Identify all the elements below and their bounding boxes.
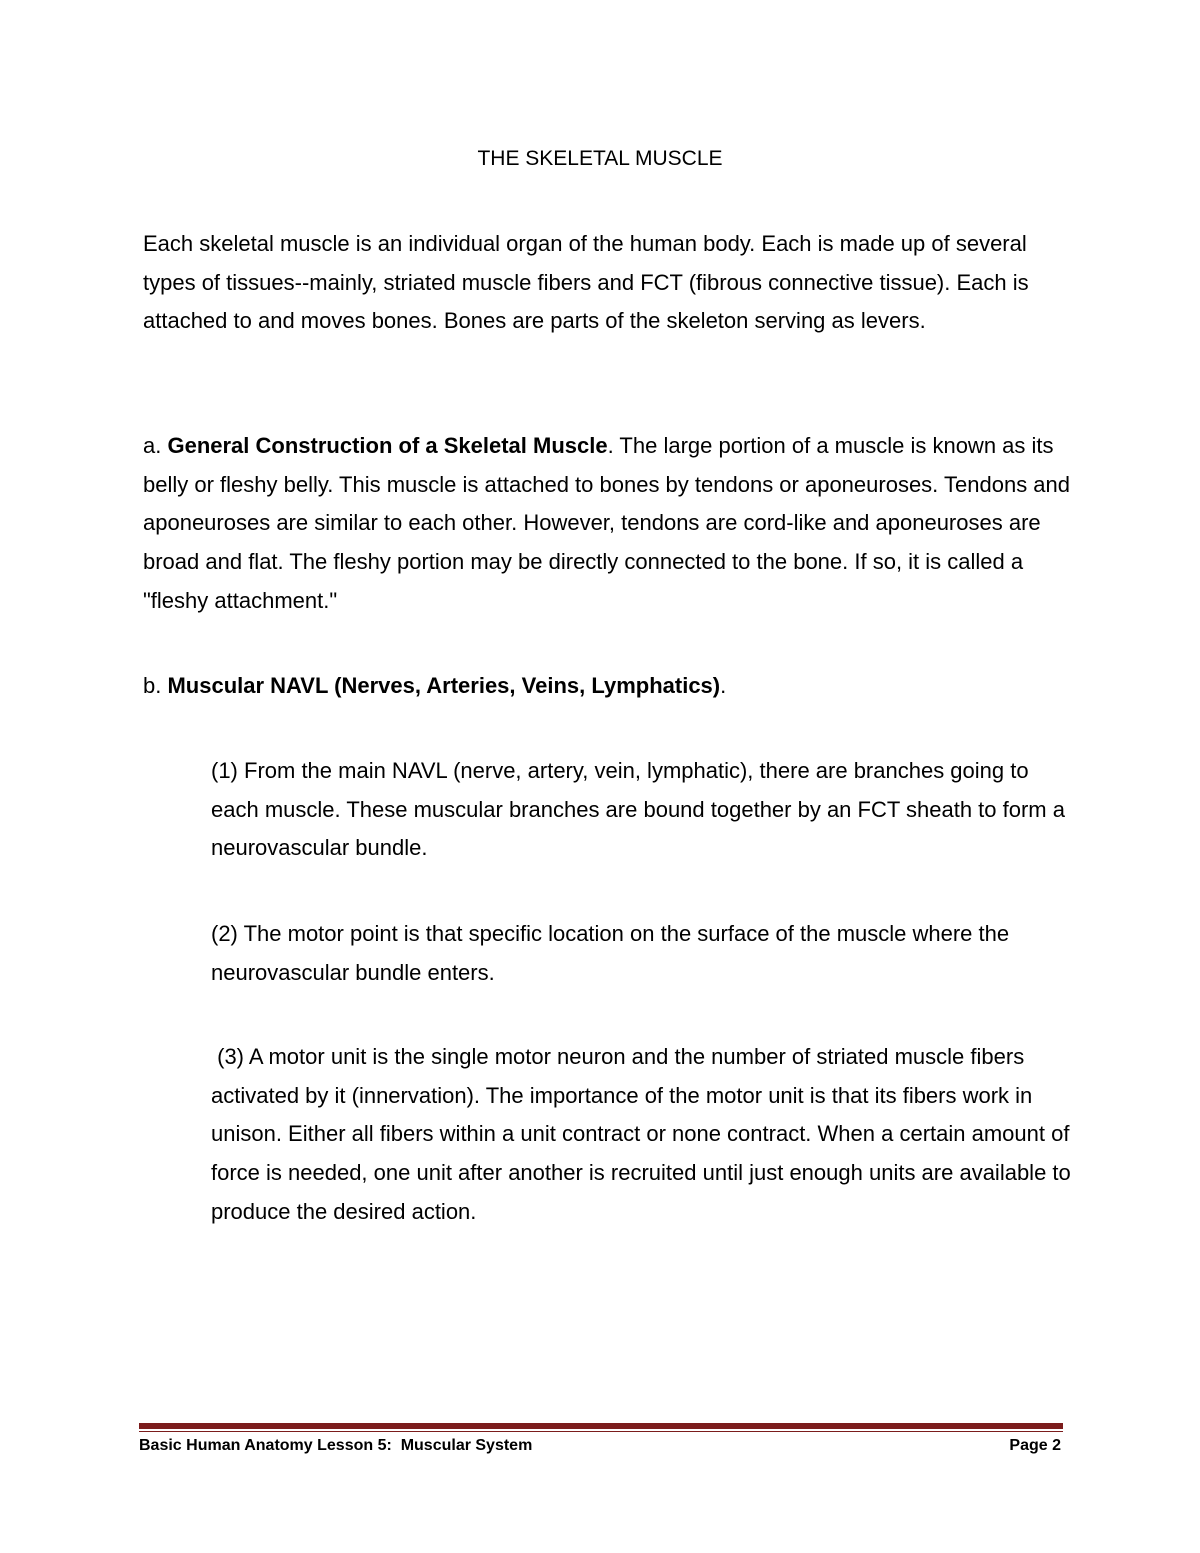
section-a-marker: a. xyxy=(143,433,168,458)
section-b-marker: b. xyxy=(143,673,168,698)
section-a-heading: General Construction of a Skeletal Muscle xyxy=(167,433,608,458)
footer-rule-thin xyxy=(139,1431,1063,1432)
intro-paragraph: Each skeletal muscle is an individual organ of the human body. Each is made up of several types of tissues--mainly, striated muscle fibers and FCT (fibrous connective tissue). Each is attached to and moves bones. Bones are parts of the skeleton serving as levers. xyxy=(143,231,1029,334)
section-a-paragraph xyxy=(143,427,1073,621)
section-b-item-1: (1) From the main NAVL (nerve, artery, vein, lymphatic), there are branches going to each muscle. These muscular branches are bound together by an FCT sheath to form a neurovascular bundle. xyxy=(211,758,1065,861)
section-b-item-2: (2) The motor point is that specific location on the surface of the muscle where the neurovascular bundle enters. xyxy=(211,921,1010,985)
section-b-item-3: (3) A motor unit is the single motor neuron and the number of striated muscle fibers activated by it (innervation). The importance of the motor unit is that its fibers work in unison. Either all fibers within a unit contract or none contract. When a certain amount of force is needed, one unit after another is recruited until just enough units are available to produce the desired action. xyxy=(211,1044,1077,1224)
page-title: THE SKELETAL MUSCLE xyxy=(477,147,723,170)
footer-rule xyxy=(139,1423,1063,1429)
section-b-text: . xyxy=(720,673,727,698)
footer-page-number: Page 2 xyxy=(1009,1437,1061,1454)
section-a-text: . The large portion of a muscle is known as its belly or fleshy belly. This muscle is attached to bones by tendons or aponeuroses. Tendons and aponeuroses are similar to each other. However, tendons are cord-like and aponeuroses are broad and flat. The fleshy portion may be directly connected to the bone. If so, it is called a "fleshy attachment." xyxy=(143,433,1071,613)
section-b-heading: Muscular NAVL (Nerves, Arteries, Veins, Lymphatics) xyxy=(167,673,721,698)
section-b-paragraph xyxy=(143,667,1073,706)
footer-course-title: Basic Human Anatomy Lesson 5: Muscular System xyxy=(139,1437,533,1454)
